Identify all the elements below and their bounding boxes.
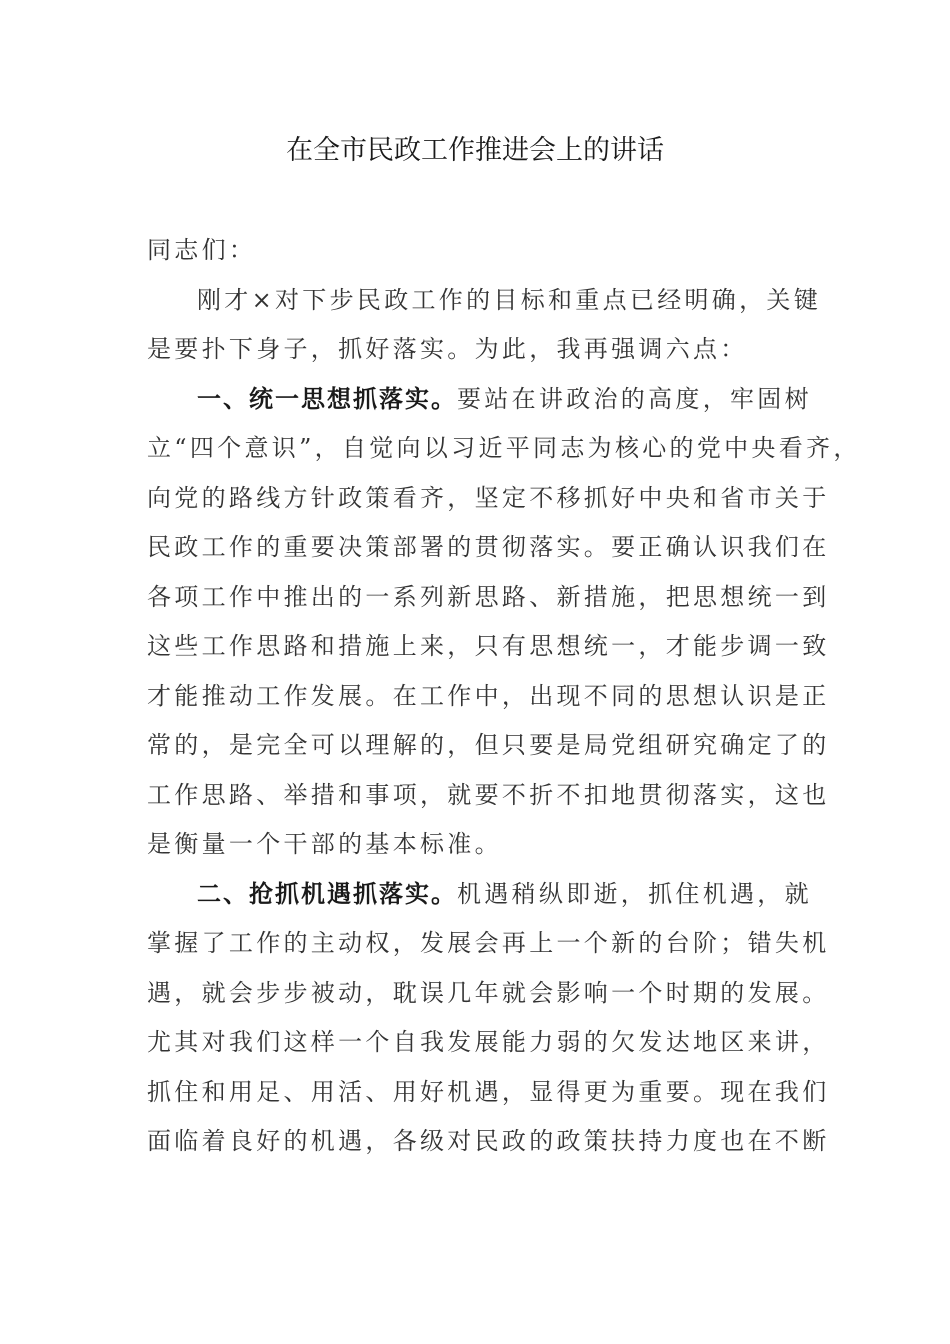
section-1-line: 各项工作中推出的一系列新思路、新措施，把思想统一到 [147,582,830,611]
document-title: 在全市民政工作推进会上的讲话 [286,135,664,166]
section-1-heading: 一、统一思想抓落实。 [197,384,457,413]
section-2-heading: 二、抢抓机遇抓落实。 [197,879,457,908]
section-2-line: 抓住和用足、用活、用好机遇，显得更为重要。现在我们 [147,1077,830,1106]
section-2-line: 掌握了工作的主动权，发展会再上一个新的台阶；错失机 [147,929,830,957]
document-body [147,226,861,1167]
section-1-line: 向党的路线方针政策看齐，坚定不移抓好中央和省市关于 [147,483,830,512]
section-1-line: 才能推动工作发展。在工作中，出现不同的思想认识是正 [147,681,830,710]
intro-line: 是要扑下身子，抓好落实。为此，我再强调六点： [147,335,748,363]
section-2-first-line-text: 机遇稍纵即逝，抓住机遇，就 [457,879,812,908]
section-1-line: 这些工作思路和措施上来，只有思想统一，才能步调一致 [147,632,830,660]
section-2-first-line [147,870,819,920]
section-1-line: 民政工作的重要决策部署的贯彻落实。要正确认识我们在 [147,533,830,561]
section-1-line: 是衡量一个干部的基本标准。 [147,830,502,858]
section-1-line: 常的，是完全可以理解的，但只要是局党组研究确定了的 [147,731,830,759]
section-2-line: 尤其对我们这样一个自我发展能力弱的欠发达地区来讲， [147,1028,830,1056]
section-2-line: 遇，就会步步被动，耽误几年就会影响一个时期的发展。 [147,978,830,1007]
section-2-line: 面临着良好的机遇，各级对民政的政策扶持力度也在不断 [147,1127,830,1155]
intro-line: 刚才×对下步民政工作的目标和重点已经明确，关键 [197,285,822,314]
section-1-line: 立“四个意识”，自觉向以习近平同志为核心的党中央看齐， [147,434,861,462]
section-1-line: 工作思路、举措和事项，就要不折不扣地贯彻落实，这也 [147,780,830,809]
salutation: 同志们： [147,236,257,264]
section-1-first-line-text: 要站在讲政治的高度，牢固树 [457,384,812,413]
section-1-first-line [147,375,819,425]
